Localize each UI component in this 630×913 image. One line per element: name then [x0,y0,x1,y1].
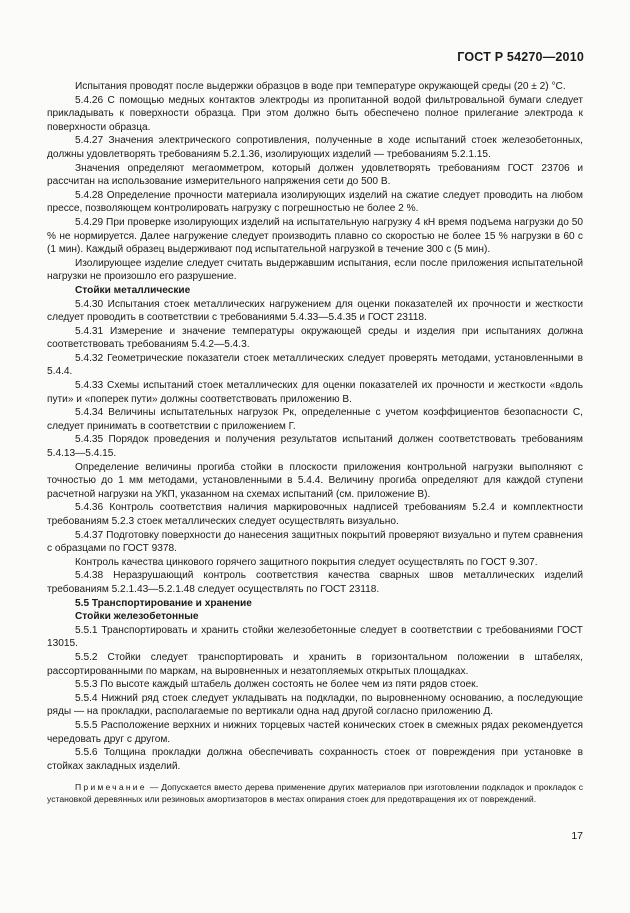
paragraph: 5.5.4 Нижний ряд стоек следует укладывать на подкладки, по выровненному основанию, а последующие ряды — на прокладки, располагаемые по вертикали одна над другой согласно приложению Д. [47,692,583,718]
paragraph: 5.4.27 Значения электрического сопротивления, полученные в ходе испытаний стоек железобетонных, должны удовлетворять требованиям 5.2.1.36, изолирующих изделий — требованиям 5.2.1.15. [47,135,583,160]
paragraph: 5.5.6 Толщина прокладки должна обеспечивать сохранность стоек от повреждения при установке в стойках закладных изделий. [47,747,583,772]
paragraph: Значения определяют мегаомметром, который должен удовлетворять требованиям ГОСТ 23706 и рассчитан на использование измерительного напряжения сети до 500 В. [47,162,583,188]
document-body [47,80,583,805]
paragraph: 5.4.36 Контроль соответствия наличия маркировочных надписей требованиям 5.2.4 и комплектности требованиям 5.2.3 стоек металлических следует осуществлять визуально. [47,502,583,527]
paragraph: 5.4.38 Неразрушающий контроль соответствия качества сварных швов металлических изделий требованиям 5.2.1.43—5.2.1.48 следует осуществлять по ГОСТ 23118. [47,570,583,595]
note [47,782,583,805]
paragraph: 5.4.35 Порядок проведения и получения результатов испытаний должен соответствовать требованиям 5.4.13—5.4.15. [47,434,583,460]
paragraph: 5.5.3 По высоте каждый штабель должен состоять не более чем из пяти рядов стоек. [75,679,479,691]
paragraph: 5.4.33 Схемы испытаний стоек металлических для оценки показателей их прочности и жесткости «вдоль пути» и «поперек пути» должны соответствовать приложению В. [47,380,583,405]
paragraph: Контроль качества цинкового горячего защитного покрытия следует осуществлять по ГОСТ 9.307. [75,556,538,568]
paragraph: Определение величины прогиба стойки в плоскости приложения контрольной нагрузки выполняют с точностью до 1 мм методами, установленными в 5.4.4. Величину прогиба определяют для каждой ступени расчетной нагрузки на УКП, указанном на схемах испытаний (см. приложение В). [47,461,583,500]
document-header: ГОСТ Р 54270—2010 [457,50,584,64]
note-text: — Допускается вместо дерева применение других материалов при изготовлении подкладок и прокладок с установкой деревянных или резиновых амортизаторов в местах опирания стоек для предотвращения их от повреждений. [47,782,583,804]
paragraph: 5.5.5 Расположение верхних и нижних торцевых частей конических стоек в смежных рядах рекомендуется чередовать друг с другом. [47,719,583,745]
paragraph: 5.4.34 Величины испытательных нагрузок Pк, определенные с учетом коэффициентов безопасности С, следует принимать в соответствии с приложением Г. [47,407,583,432]
paragraph: 5.4.28 Определение прочности материала изолирующих изделий на сжатие следует проводить на любом прессе, позволяющем контролировать нагрузку с погрешностью не более 2 %. [47,189,583,215]
paragraph: 5.4.30 Испытания стоек металлических нагружением для оценки показателей их прочности и жесткости следует проводить в соответствии с требованиями 5.4.33—5.4.35 и ГОСТ 23118. [47,298,583,324]
paragraph: 5.5.2 Стойки следует транспортировать и хранить в горизонтальном положении в штабелях, рассортированными по маркам, на выровненных и незатопляемых открытых площадках. [47,651,583,677]
note-label: Примечание [75,782,147,793]
paragraph: 5.4.26 С помощью медных контактов электроды из пропитанной водой фильтровальной бумаги следует прикладывать к поверхности образца. При этом должно быть обеспечено полное прилегание электрода к поверхности образца. [47,94,583,133]
paragraph: 5.4.37 Подготовку поверхности до нанесения защитных покрытий проверяют визуально и путем сравнения с образцами по ГОСТ 9378. [47,529,583,555]
paragraph: 5.4.32 Геометрические показатели стоек металлических следует проверять методами, установленными в 5.4.4. [47,352,583,378]
paragraph: Изолирующее изделие следует считать выдержавшим испытания, если после приложения испытательной нагрузки не произошло его разрушение. [47,257,583,283]
section-heading: Стойки металлические [75,284,191,296]
section-heading: 5.5 Транспортирование и хранение [75,597,252,609]
paragraph: 5.4.29 При проверке изолирующих изделий на испытательную нагрузку 4 кН время подъема нагрузки до 50 % не нормируется. Далее нагружение следует производить плавно со скоростью не более 15 % нагрузки в 60 с (1 мин). Каждый образец выдерживают под испытательной нагрузкой в течение 300 с (5 мин). [47,216,583,256]
page-number: 17 [571,830,583,842]
paragraph: Испытания проводят после выдержки образцов в воде при температуре окружающей среды (20 ± 2) °C. [75,81,566,92]
paragraph: 5.4.31 Измерение и значение температуры окружающей среды и изделия при испытаниях должна соответствовать требованиям 5.4.2—5.4.3. [47,325,583,351]
paragraph: 5.5.1 Транспортировать и хранить стойки железобетонные следует в соответствии с требованиями ГОСТ 13015. [47,624,583,650]
subsection-heading: Стойки железобетонные [75,611,199,623]
